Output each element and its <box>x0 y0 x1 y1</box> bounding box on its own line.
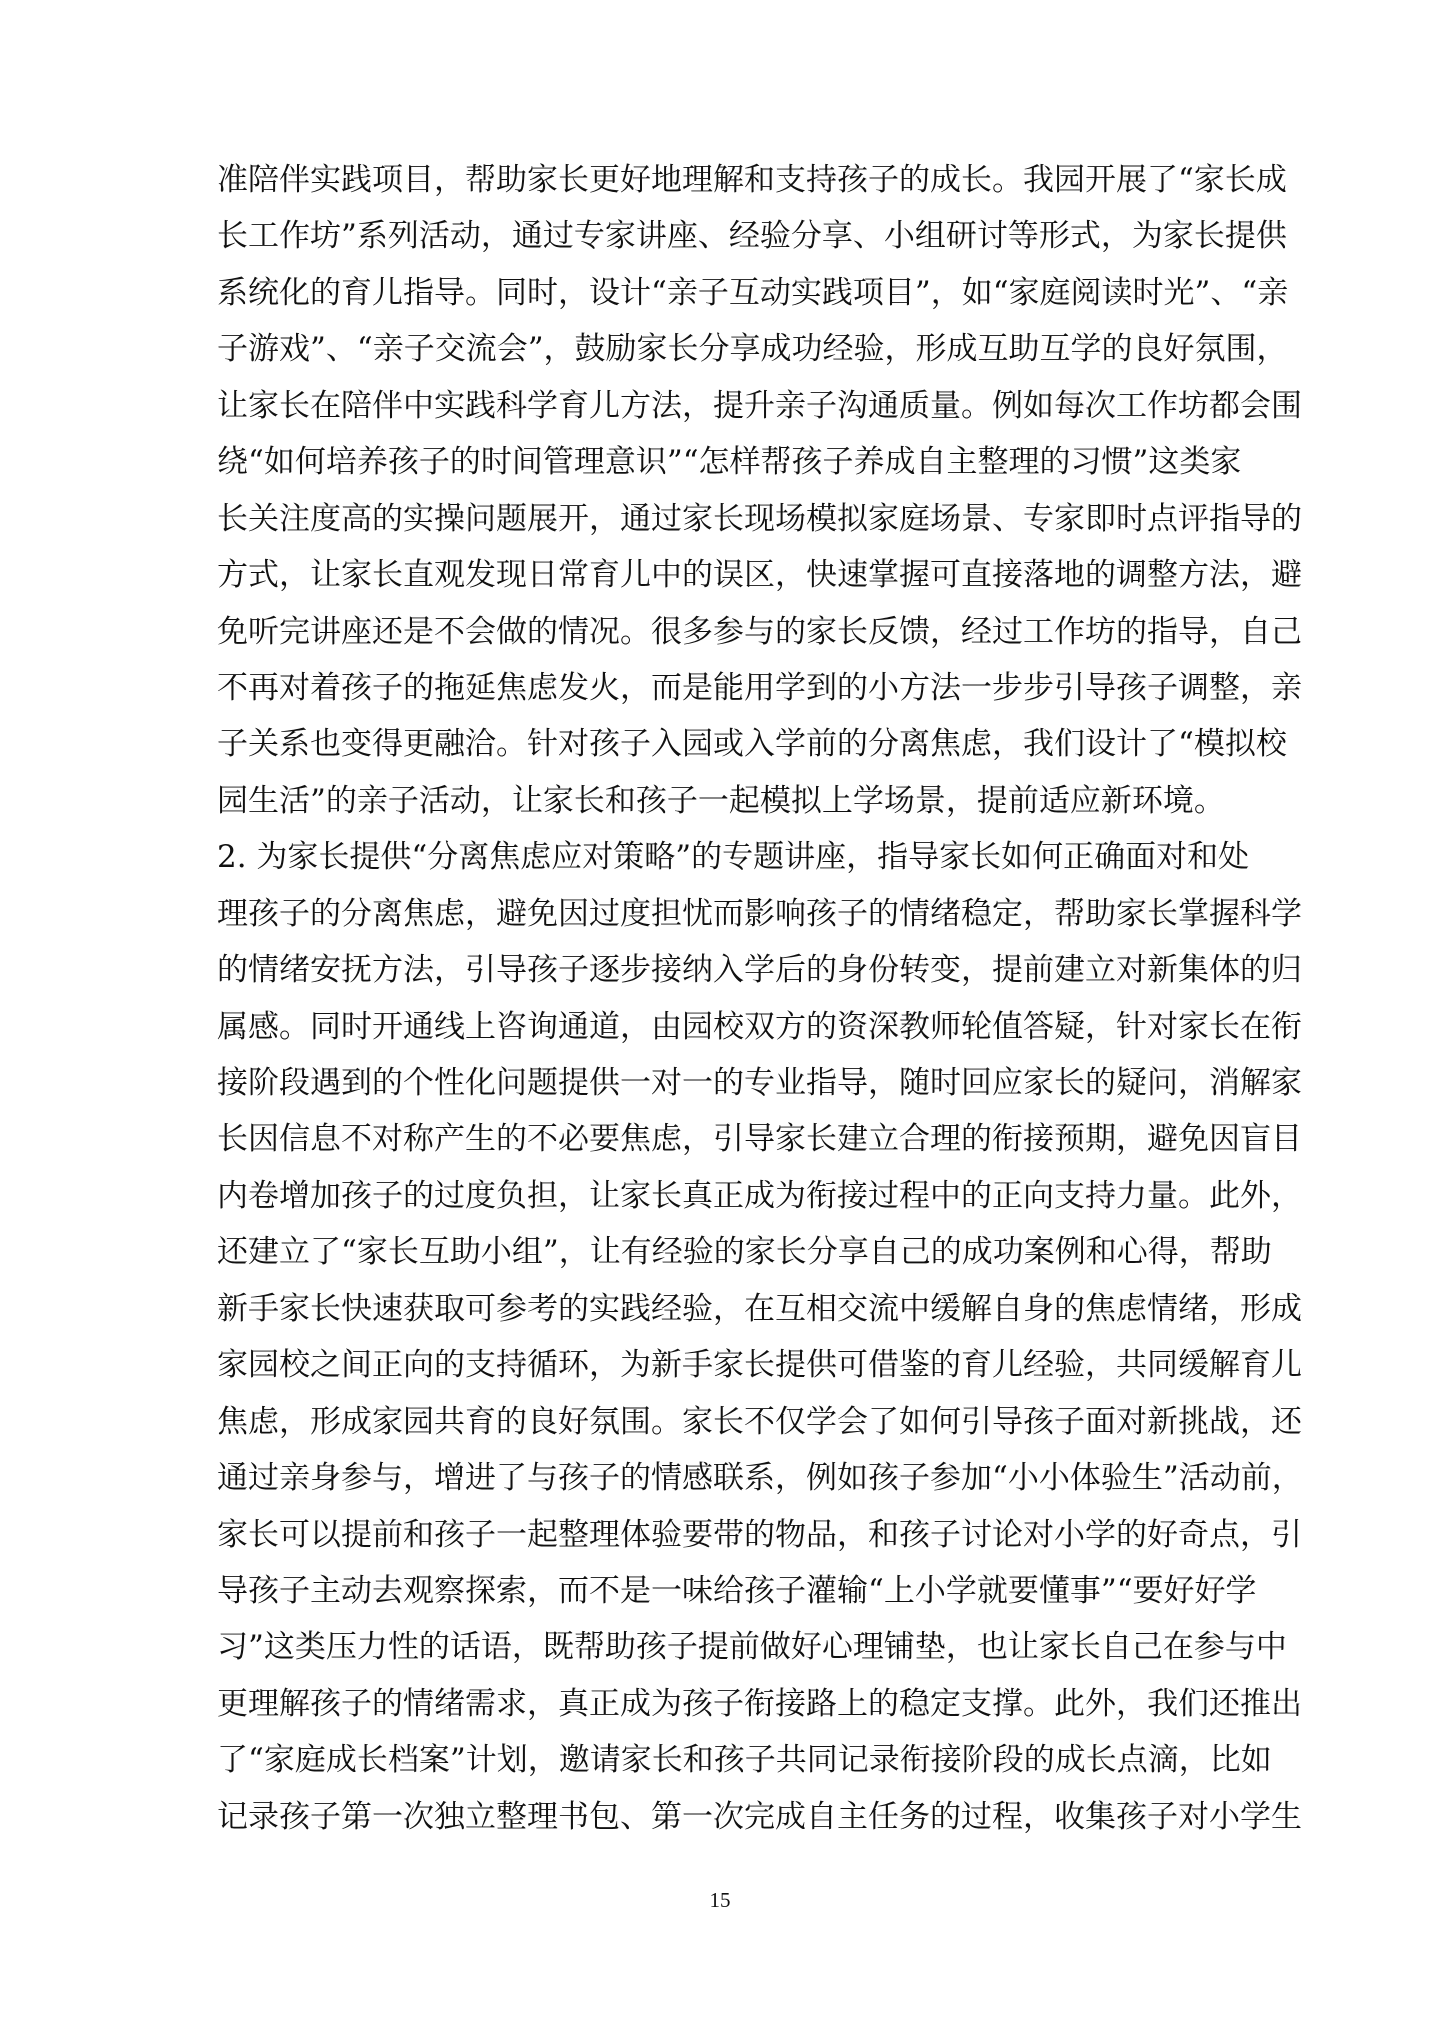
text-line: 更理解孩子的情绪需求，真正成为孩子衔接路上的稳定支撑。此外，我们还推出 <box>217 1685 1302 1722</box>
text-line: 习”这类压力性的话语，既帮助孩子提前做好心理铺垫，也让家长自己在参与中 <box>217 1629 1287 1666</box>
text-line: 属感。同时开通线上咨询通道，由园校双方的资深教师轮值答疑，针对家长在衔 <box>217 1008 1302 1045</box>
text-line: 了“家庭成长档案”计划，邀请家长和孩子共同记录衔接阶段的成长点滴，比如 <box>217 1742 1272 1779</box>
text-line: 家园校之间正向的支持循环，为新手家长提供可借鉴的育儿经验，共同缓解育儿 <box>217 1347 1302 1384</box>
list-item-2-start: 2. 为家长提供“分离焦虑应对策略”的专题讲座，指导家长如何正确面对和处 <box>217 839 1250 876</box>
text-line: 还建立了“家长互助小组”，让有经验的家长分享自己的成功案例和心得，帮助 <box>217 1234 1272 1271</box>
text-line: 绕“如何培养孩子的时间管理意识”“怎样帮孩子养成自主整理的习惯”这类家 <box>217 444 1242 481</box>
text-line: 让家长在陪伴中实践科学育儿方法，提升亲子沟通质量。例如每次工作坊都会围 <box>217 387 1302 424</box>
text-line: 免听完讲座还是不会做的情况。很多参与的家长反馈，经过工作坊的指导，自己 <box>217 613 1302 650</box>
text-line: 准陪伴实践项目，帮助家长更好地理解和支持孩子的成长。我园开展了“家长成 <box>217 162 1287 198</box>
text-line: 长因信息不对称产生的不必要焦虑，引导家长建立合理的衔接预期，避免因盲目 <box>217 1121 1302 1158</box>
text-line: 方式，让家长直观发现日常育儿中的误区，快速掌握可直接落地的调整方法，避 <box>217 557 1302 594</box>
text-line: 接阶段遇到的个性化问题提供一对一的专业指导，随时回应家长的疑问，消解家 <box>217 1065 1302 1101</box>
text-line: 系统化的育儿指导。同时，设计“亲子互动实践项目”，如“家庭阅读时光”、“亲 <box>217 274 1289 311</box>
text-line: 子游戏”、“亲子交流会”，鼓励家长分享成功经验，形成互助互学的良好氛围， <box>217 331 1288 368</box>
text-line: 的情绪安抚方法，引导孩子逐步接纳入学后的身份转变，提前建立对新集体的归 <box>217 952 1302 989</box>
text-line: 长关注度高的实操问题展开，通过家长现场模拟家庭场景、专家即时点评指导的 <box>217 500 1302 537</box>
text-line: 子关系也变得更融洽。针对孩子入园或入学前的分离焦虑，我们设计了“模拟校 <box>217 726 1287 763</box>
text-line: 内卷增加孩子的过度负担，让家长真正成为衔接过程中的正向支持力量。此外， <box>217 1177 1302 1214</box>
text-line: 记录孩子第一次独立整理书包、第一次完成自主任务的过程，收集孩子对小学生 <box>217 1798 1302 1835</box>
body-text <box>217 152 1303 1845</box>
text-line: 新手家长快速获取可参考的实践经验，在互相交流中缓解自身的焦虑情绪，形成 <box>217 1290 1302 1327</box>
paragraph-end-line: 园生活”的亲子活动，让家长和孩子一起模拟上学场景，提前适应新环境。 <box>217 782 1225 819</box>
page-number: 15 <box>709 1888 731 1912</box>
text-line: 通过亲身参与，增进了与孩子的情感联系，例如孩子参加“小小体验生”活动前， <box>217 1460 1303 1497</box>
text-line: 长工作坊”系列活动，通过专家讲座、经验分享、小组研讨等形式，为家长提供 <box>217 218 1287 255</box>
text-line: 导孩子主动去观察探索，而不是一味给孩子灌输“上小学就要懂事”“要好好学 <box>217 1572 1257 1609</box>
text-line: 焦虑，形成家园共育的良好氛围。家长不仅学会了如何引导孩子面对新挑战，还 <box>217 1403 1302 1440</box>
text-line: 理孩子的分离焦虑，避免因过度担忧而影响孩子的情绪稳定，帮助家长掌握科学 <box>217 895 1302 932</box>
text-line: 不再对着孩子的拖延焦虑发火，而是能用学到的小方法一步步引导孩子调整，亲 <box>217 669 1302 706</box>
text-line: 家长可以提前和孩子一起整理体验要带的物品，和孩子讨论对小学的好奇点，引 <box>217 1516 1302 1553</box>
